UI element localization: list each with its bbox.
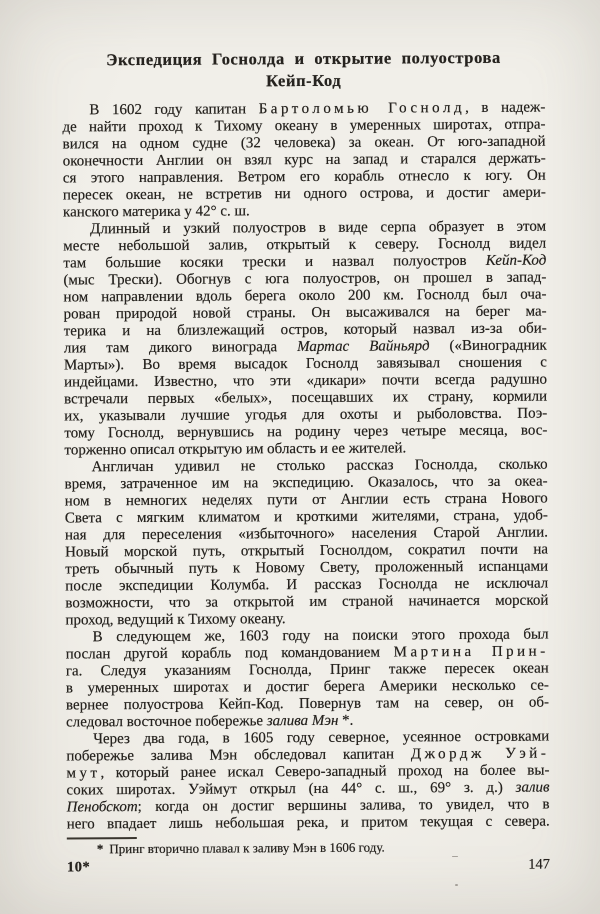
text-segment: рован природой новой страны. Он высаживался на берег ма- [63, 303, 547, 323]
text-segment: побережье залива Мэн обследовал капитан [66, 746, 411, 765]
text-segment: него впадает лишь небольшая река, и притом текущая с севера. [66, 813, 550, 833]
text-segment: В 1602 году капитан [89, 101, 259, 119]
scan-speck [452, 856, 458, 857]
italic-term: залива Мэн [266, 712, 339, 730]
italic-term: Кейп-Код [485, 252, 547, 269]
text-line [64, 423, 547, 443]
text-segment: вился на одном судне (32 человека) за океан. От юго-западной [62, 133, 546, 153]
text-segment: Англичан удивил не столько рассказ Госнолда, сколько [91, 456, 548, 476]
text-segment: ся этого направления. Ветром его корабль отнесло к югу. Он [62, 167, 546, 187]
text-segment: проход, ведущий к Тихому океану. [65, 611, 286, 629]
text-segment: соких широтах. Уэймут открыл (на 44° с. ш., 69° з. д.) [66, 779, 516, 799]
text-segment: Света с мягким климатом и кроткими жителями, страна, удоб- [64, 507, 548, 527]
footnote-marker: * [96, 841, 104, 857]
text-segment: , в надеж- [465, 99, 546, 117]
text-segment: треть обычный путь к Новому Свету, проложенный испанцами [65, 558, 549, 578]
body-paragraphs [62, 100, 549, 834]
text-segment: встречали первых «белых», посещавших их страну, кормили [64, 388, 548, 408]
text-segment: В следующем же, 1603 году на поиски этого прохода был [92, 626, 549, 646]
text-segment: ном в немногих неделях пути от Англии есть страна Нового [64, 490, 548, 510]
text-segment: после экспедиции Колумба. И рассказ Госнолда не исключал [65, 575, 549, 595]
text-segment: (мыс Трески). Обогнув с юга полуостров, он прошел в запад- [63, 269, 547, 289]
spaced-name: мут [66, 765, 101, 782]
text-segment: время, затраченное им на экспедицию. Оказалось, что за океа- [64, 473, 548, 493]
text-line [65, 593, 548, 613]
chapter-title-line1: Экспедиция Госнолда и открытие полуострова [106, 47, 501, 70]
paragraph [66, 627, 550, 732]
signature-mark: 10* [66, 859, 91, 876]
text-segment: следовал восточное побережье [66, 713, 267, 731]
paragraph [62, 100, 546, 222]
text-segment: ; когда он достиг вершины залива, то увидел, что в [137, 796, 550, 816]
text-segment: пересек океан, не встретив ни одного острова, и достиг амери- [62, 184, 546, 204]
footnote-divider [67, 837, 137, 839]
paragraph [65, 457, 549, 630]
text-line [66, 695, 549, 715]
text-segment: Марты»). Во время высадок Госнолд завязывал сношения с [63, 354, 547, 374]
text-segment: их, указывали лучшие угодья для охоты и рыболовства. Поэ- [64, 405, 548, 425]
text-line [63, 185, 546, 205]
italic-term: Мартас Вайньярд [297, 338, 430, 356]
text-segment: *. [338, 712, 354, 729]
text-segment: лия там дикого винограда [63, 339, 298, 357]
footnote [67, 839, 550, 858]
text-segment: га. Следуя указаниям Госнолда, Принг также пересек океан [65, 660, 549, 680]
text-segment: канского материка у 42° с. ш. [62, 203, 250, 221]
text-segment: терика и на близлежащий остров, который назвал из-за оби- [63, 320, 547, 340]
chapter-title-line2: Кейп-Код [266, 70, 342, 91]
text-segment: в умеренных широтах и достиг берега Америки несколько се- [65, 677, 549, 697]
text-segment: тому Госнолд, вернувшись на родину через четыре месяца, вос- [64, 422, 548, 442]
text-segment: Новый морской путь, открытый Госнолдом, сократил почти на [65, 541, 549, 561]
text-line [67, 814, 550, 834]
text-segment: вернее полуострова Кейп-Код. Повернув там на север, он об- [65, 694, 550, 714]
spaced-name: Джордж Уэй- [410, 745, 550, 763]
text-column [62, 47, 550, 877]
text-segment: Через два года, в 1605 году северное, усеянное островками [93, 728, 550, 748]
italic-term: залив [515, 779, 550, 796]
italic-term: Пенобскот [66, 799, 138, 816]
text-segment: , который ранее искал Северо-западный проход на более вы- [100, 762, 550, 782]
text-segment: ном направлении вдоль берега около 200 км. Госнолд был оча- [63, 286, 547, 306]
paragraph [63, 219, 547, 460]
spaced-name: Бартоломью Госнолд [258, 100, 466, 118]
text-segment: Длинный и узкий полуостров в виде серпа образует в этом [90, 218, 547, 238]
footnote-text: Принг вторично плавал к заливу Мэн в 1606 году. [109, 839, 385, 857]
chapter-title [62, 47, 545, 94]
text-segment: месте небольшой залив, открытый к северу. Госнолд видел [63, 235, 547, 255]
page-number: 147 [528, 856, 551, 873]
spaced-name: Мартина Прин- [393, 643, 549, 661]
page-footer [67, 857, 550, 877]
paragraph [66, 729, 550, 834]
text-segment: торженно описал открытую им область и ее жителей. [64, 440, 407, 459]
text-segment: там большие косяки трески и назвал полуостров [63, 252, 486, 272]
text-segment: ная для переселения «избыточного» населения Старой Англии. [64, 524, 549, 544]
text-segment: послан другой корабль под командованием [65, 644, 394, 663]
text-segment: («Виноградник [429, 337, 547, 355]
text-segment: де найти проход к Тихому океану в умеренных широтах, отпра- [62, 116, 546, 136]
text-segment: индейцами. Известно, что эти «дикари» почти всегда радушно [63, 371, 548, 391]
text-segment: оконечности Англии он взял курс на запад и старался держать- [62, 150, 546, 170]
scan-speck [455, 884, 458, 886]
text-segment: возможности, что за открытой им страной начинается морской [65, 592, 549, 612]
